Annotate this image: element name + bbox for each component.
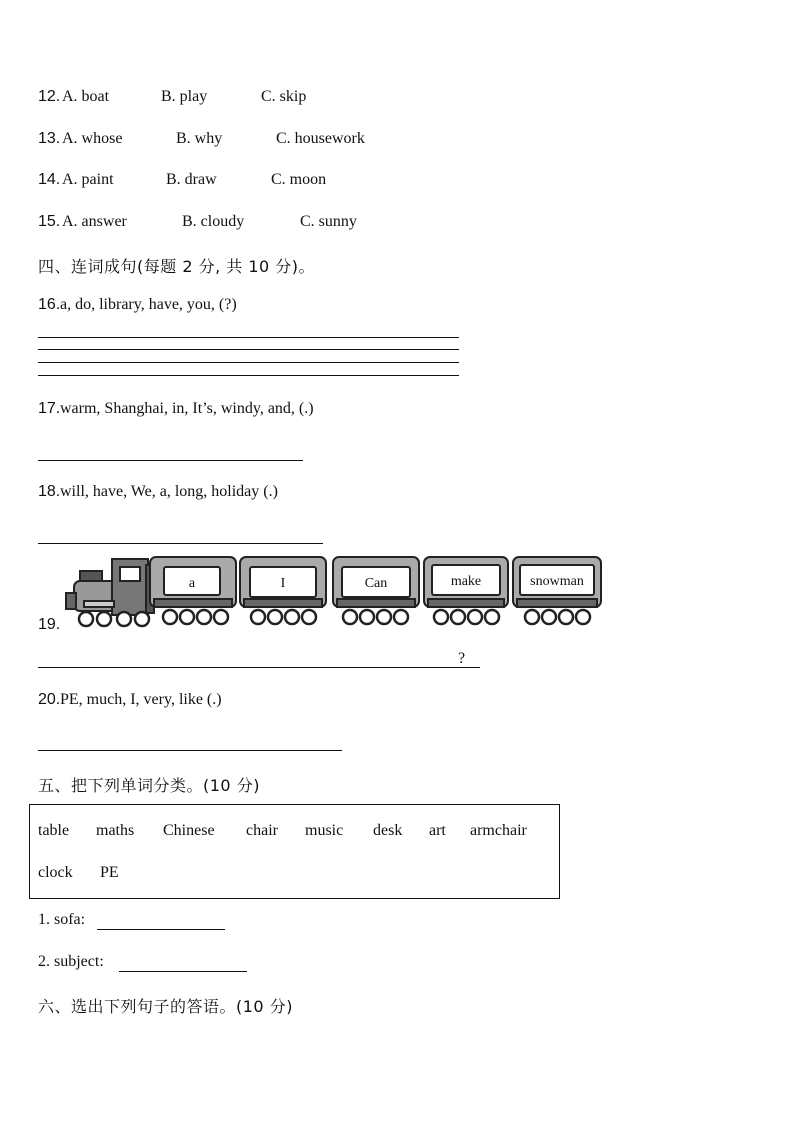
writing-line xyxy=(38,362,459,363)
section-5-title: 五、把下列单词分类。(10 分) xyxy=(38,776,260,795)
question-number: 13. xyxy=(38,130,61,147)
word-bank-item: table xyxy=(38,822,70,839)
word-bank-item: maths xyxy=(96,822,135,839)
option-a: A. answer xyxy=(62,213,127,230)
question-number: 15. xyxy=(38,213,61,230)
wagon-word-5: snowman xyxy=(530,574,584,589)
question-number: 14. xyxy=(38,171,61,188)
scrambled-words: will, have, We, a, long, holiday (.) xyxy=(60,483,278,500)
question-mark: ? xyxy=(458,650,466,667)
word-bank-item: Chinese xyxy=(163,822,215,839)
word-bank-item: chair xyxy=(246,822,278,839)
word-bank-item: music xyxy=(305,822,344,839)
question-number: 19. xyxy=(38,616,61,633)
word-bank-item: desk xyxy=(373,822,403,839)
question-number: 18. xyxy=(38,483,61,500)
writing-line xyxy=(38,349,459,350)
answer-line xyxy=(38,667,480,668)
wagon-word-3: Can xyxy=(364,576,388,591)
option-b: B. cloudy xyxy=(182,213,245,230)
option-c: C. housework xyxy=(276,130,365,147)
answer-line xyxy=(38,460,303,461)
answer-line xyxy=(97,929,225,930)
scrambled-words: PE, much, I, very, like (.) xyxy=(60,691,222,708)
word-bank-box xyxy=(29,804,560,899)
option-a: A. whose xyxy=(62,130,123,147)
locomotive xyxy=(66,559,154,615)
wagon-5 xyxy=(513,557,601,624)
option-a: A. boat xyxy=(62,88,110,105)
section-6-title: 六、选出下列句子的答语。(10 分) xyxy=(38,997,293,1016)
scrambled-words: warm, Shanghai, in, It’s, windy, and, (.) xyxy=(60,400,314,417)
answer-line xyxy=(38,543,323,544)
wagon-word-4: make xyxy=(450,574,482,589)
option-b: B. draw xyxy=(166,171,217,188)
option-b: B. why xyxy=(176,130,223,147)
section-4-title: 四、连词成句(每题 2 分, 共 10 分)。 xyxy=(38,257,316,276)
option-c: C. skip xyxy=(261,88,307,105)
option-c: C. sunny xyxy=(300,213,357,230)
wagon-word-2: I xyxy=(280,576,286,591)
train-illustration xyxy=(60,553,605,633)
category-sofa-label: 1. sofa: xyxy=(38,911,86,928)
category-subject-label: 2. subject: xyxy=(38,953,104,970)
question-number: 16. xyxy=(38,296,61,313)
wagon-4 xyxy=(424,557,508,624)
word-bank-item: clock xyxy=(38,864,73,881)
question-number: 12. xyxy=(38,88,61,105)
option-a: A. paint xyxy=(62,171,114,188)
writing-line xyxy=(38,337,459,338)
question-number: 17. xyxy=(38,400,61,417)
wagon-word-1: a xyxy=(188,576,196,591)
question-number: 20. xyxy=(38,691,61,708)
option-c: C. moon xyxy=(271,171,327,188)
word-bank-item: art xyxy=(429,822,446,839)
option-b: B. play xyxy=(161,88,208,105)
word-bank-item: PE xyxy=(100,864,119,881)
writing-line xyxy=(38,375,459,376)
answer-line xyxy=(38,750,342,751)
scrambled-words: a, do, library, have, you, (?) xyxy=(60,296,237,313)
word-bank-item: armchair xyxy=(470,822,527,839)
answer-line xyxy=(119,971,247,972)
